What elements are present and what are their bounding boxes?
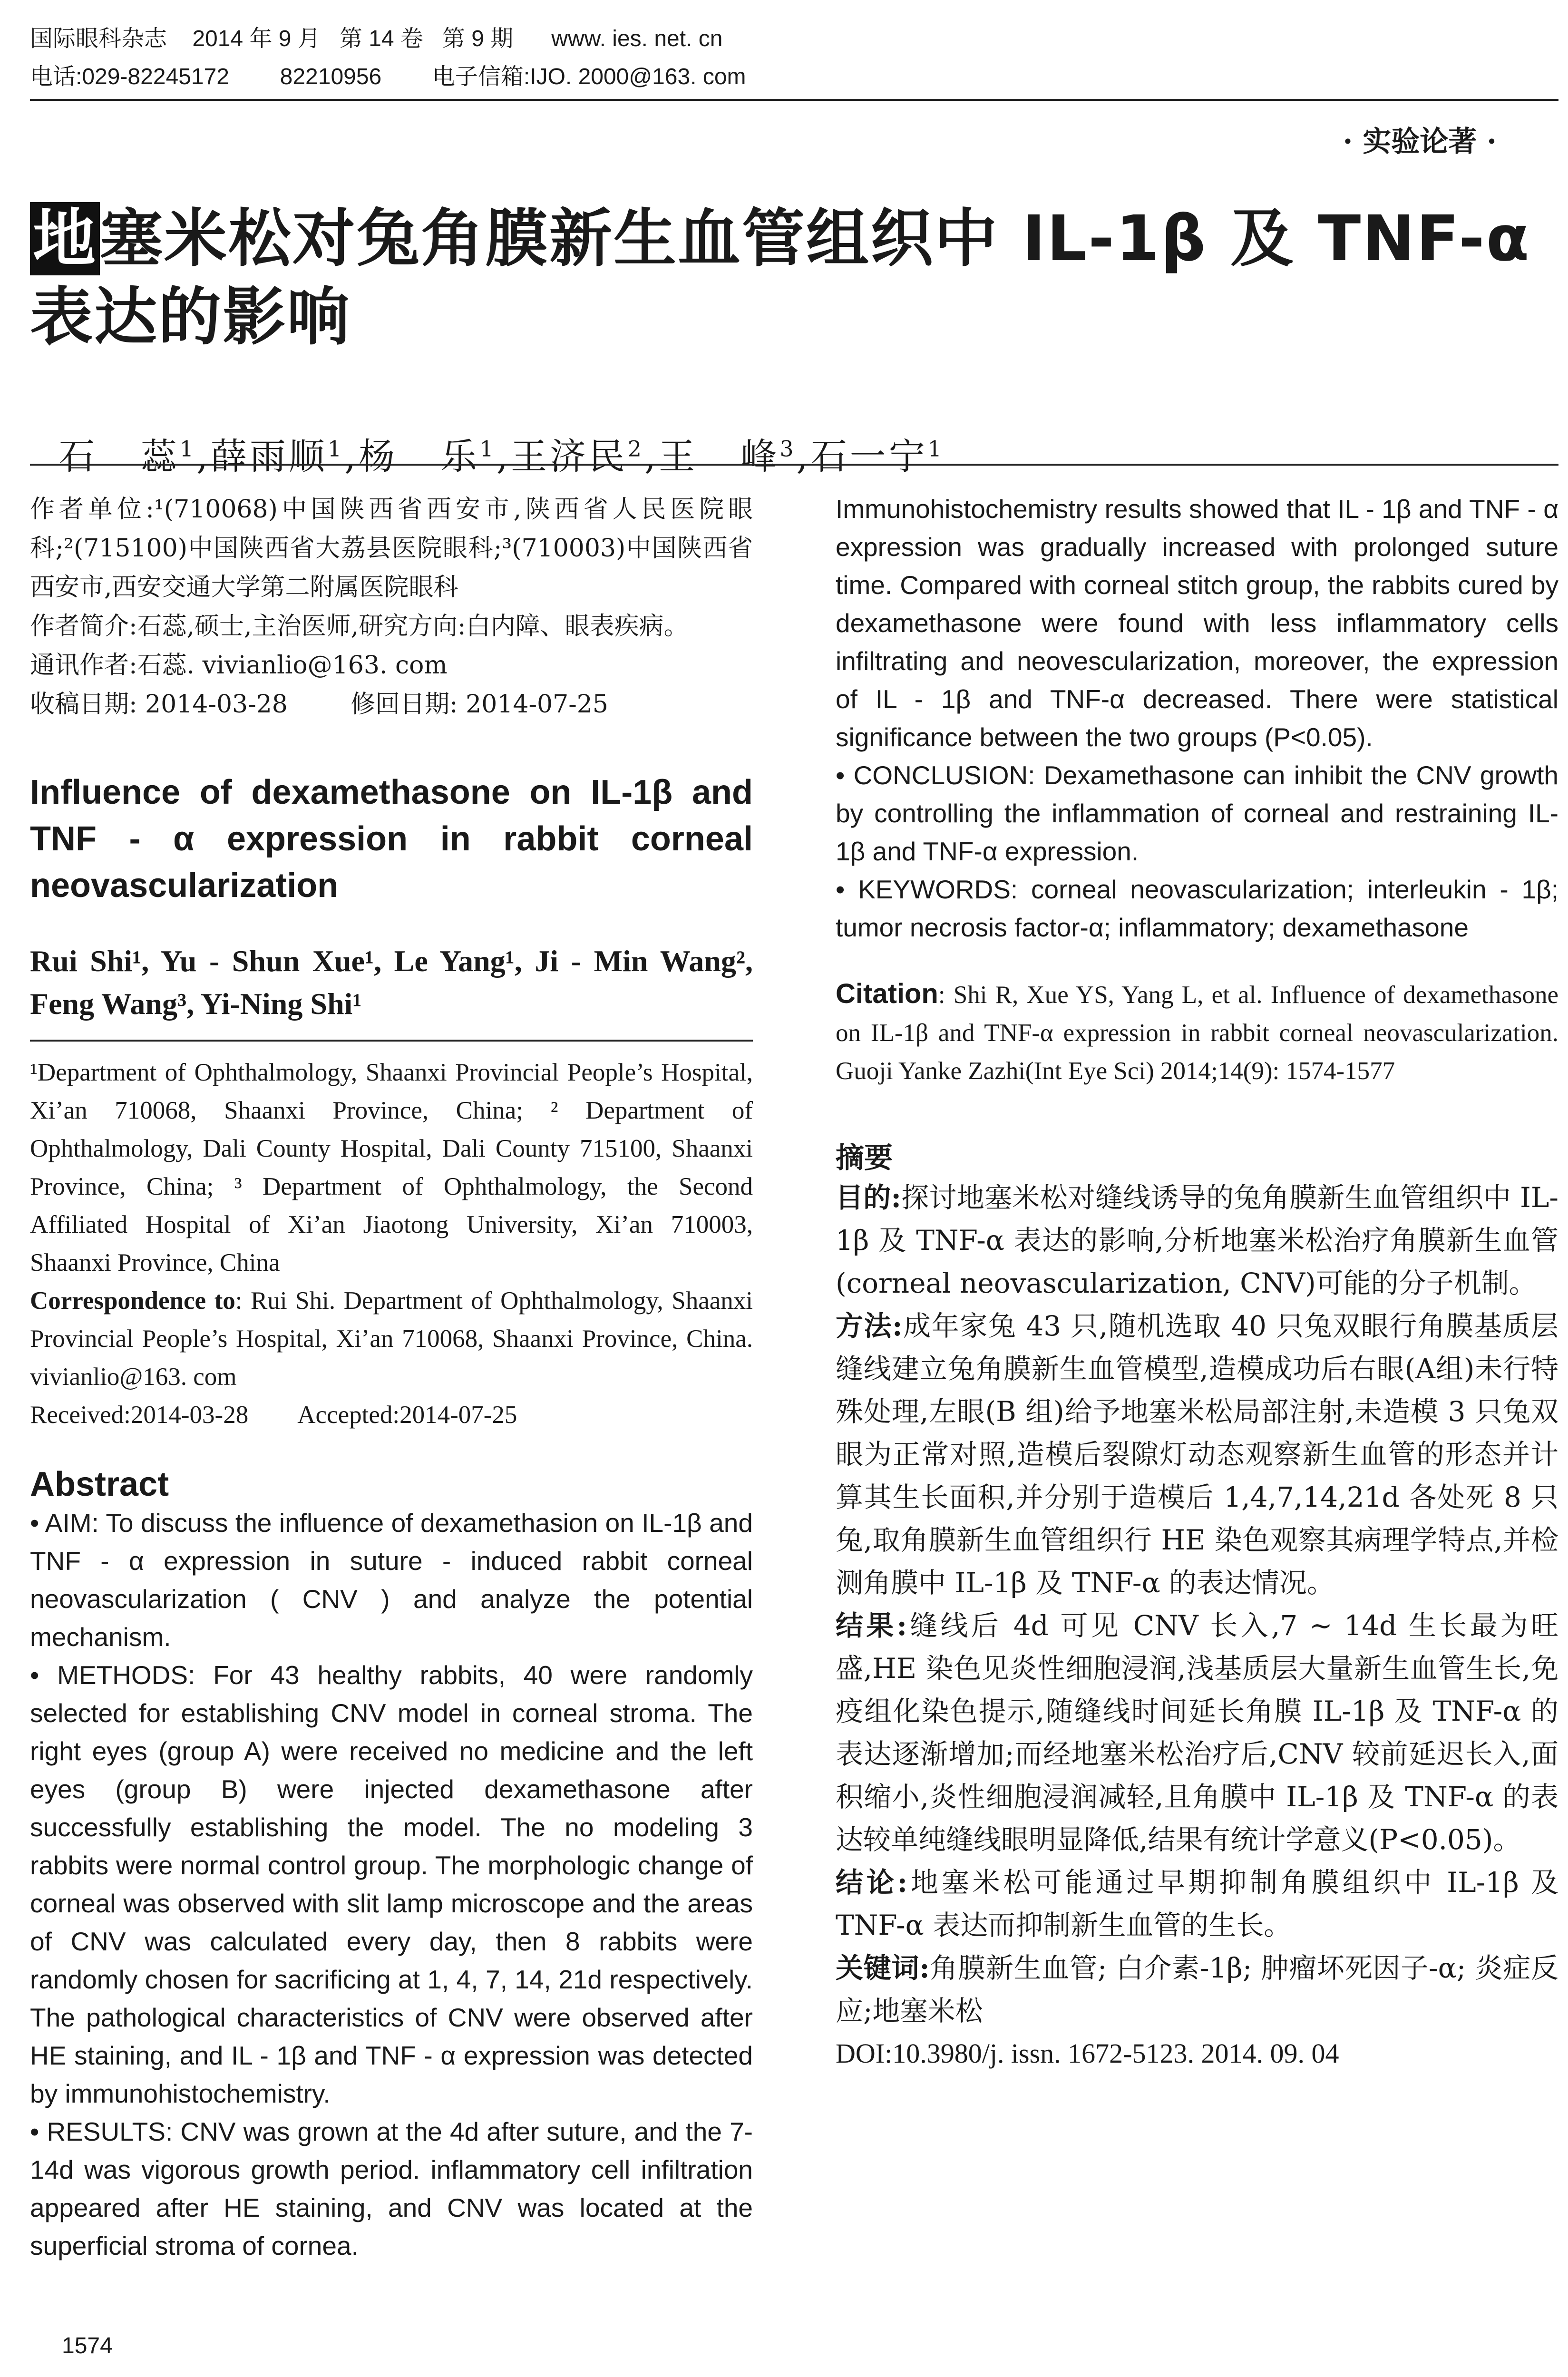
author-cn: 石 蕊 xyxy=(58,435,180,477)
author-sup: 1 xyxy=(179,436,196,462)
right-column xyxy=(836,490,1558,2075)
author-sup: 1 xyxy=(479,436,497,462)
abstract-heading: Abstract xyxy=(30,1465,169,1503)
author-cn: 薛雨顺 xyxy=(211,435,328,477)
journal-header-line2: 电话:029-82245172 82210956 电子信箱:IJO. 2000@163. com xyxy=(30,64,746,89)
cn-abstract-objective xyxy=(836,1176,1558,1305)
citation xyxy=(836,975,1558,1090)
conclusion-text: 地塞米松可能通过早期抑制角膜组织中 IL-1β 及 TNF-α 表达而抑制新生血管的生长。 xyxy=(836,1866,1558,1941)
citation-label: Citation xyxy=(836,978,938,1009)
affiliation-cn: 作者单位:¹(710068)中国陕西省西安市,陕西省人民医院眼科;²(715100)中国陕西省大荔县医院眼科;³(710003)中国陕西省西安市,西安交通大学第二附属医院眼科 xyxy=(30,495,753,602)
cn-abstract-conclusion xyxy=(836,1861,1558,1947)
abstract-aim: • AIM: To discuss the influence of dexamethasion on IL-1β and TNF - α expression in suture - induced rabbit corneal neovascularization ( CNV ) and analyze the potential mechanism. xyxy=(30,1508,753,1652)
left-column xyxy=(30,490,753,2265)
cn-abstract-heading: 摘要 xyxy=(836,1141,893,1175)
correspondence-cn: 通讯作者:石蕊. vivianlio@163. com xyxy=(30,651,448,680)
citation-text: : Shi R, Xue YS, Yang L, et al. Influence of dexamethasone on IL-1β and TNF-α expression in rabbit corneal neovascularization. Guoji Yanke Zazhi(Int Eye Sci) 2014;14(9): 1574-1577 xyxy=(836,981,1558,1085)
abstract-keywords: • KEYWORDS: corneal neovascularization; interleukin - 1β; tumor necrosis factor-α; inflammatory; dexamethasone xyxy=(836,875,1558,942)
english-authors: Rui Shi¹, Yu - Shun Xue¹, Le Yang¹, Ji - Min Wang², Feng Wang³, Yi-Ning Shi¹ xyxy=(30,944,753,1021)
cn-abstract-methods xyxy=(836,1305,1558,1604)
abstract-results: • RESULTS: CNV was grown at the 4d after suture, and the 7-14d was vigorous growth period. inflammatory cell infiltration appeared after HE staining, and CNV was located at the superficial stroma of cornea. xyxy=(30,2117,753,2260)
author-cn: 王济民 xyxy=(510,435,628,477)
methods-label: 方法: xyxy=(836,1310,903,1342)
author-sup: 2 xyxy=(627,436,644,462)
results-text: 缝线后 4d 可见 CNV 长入,7 ~ 14d 生长最为旺盛,HE 染色见炎性细胞浸润,浅基质层大量新生血管生长,免疫组化染色提示,随缝线时间延长角膜 IL-1β 及 TNF-α 的表达逐渐增加;而经地塞米松治疗后,CNV 较前延迟长入,面积缩小,炎性细胞浸润减轻,且角膜中 IL-1β 及 TNF-α 的表达较单纯缝线眼明显降低,结果有统计学意义(P<0.05)。 xyxy=(836,1609,1558,1856)
section-label: · 实验论著 · xyxy=(1343,125,1497,158)
page-number: 1574 xyxy=(62,2333,113,2358)
keywords-label: 关键词: xyxy=(836,1952,930,1984)
objective-label: 目的: xyxy=(836,1181,901,1214)
author-sup: 1 xyxy=(328,436,345,462)
title-first-char: 地 xyxy=(30,202,100,275)
methods-text: 成年家兔 43 只,随机选取 40 只兔双眼行角膜基质层缝线建立兔角膜新生血管模型,造模成功后右眼(A组)未行特殊处理,左眼(B 组)给予地塞米松局部注射,未造模 3 只兔双眼为正常对照,造模后裂隙灯动态观察新生血管的形态并计算其生长面积,并分别于造模后 1,4,7,14,21d 各处死 8 只兔,取角膜新生血管组织行 HE 染色观察其病理学特点,并检测角膜中 IL-1β 及 TNF-α 的表达情况。 xyxy=(836,1310,1558,1599)
cn-abstract-keywords xyxy=(836,1947,1558,2032)
journal-header-line1: 国际眼科杂志 2014 年 9 月 第 14 卷 第 9 期 www. ies. net. cn xyxy=(30,26,723,51)
authors-cn: 石 蕊$^1$,薛雨顺$^1$,杨 乐$^1$,王济民$^2$,王 峰$^3$,石一宁$^1$ xyxy=(58,435,945,477)
authors-divider xyxy=(30,464,1558,466)
conclusion-label: 结论: xyxy=(836,1866,908,1899)
dates-cn: 收稿日期: 2014-03-28 修回日期: 2014-07-25 xyxy=(30,690,608,719)
objective-text: 探讨地塞米松对缝线诱导的兔角膜新生血管组织中 IL-1β 及 TNF-α 表达的影响,分析地塞米松治疗角膜新生血管(corneal neovascularization, CNV)可能的分子机制。 xyxy=(836,1181,1558,1299)
keywords-text: 角膜新生血管; 白介素-1β; 肿瘤坏死因子-α; 炎症反应;地塞米松 xyxy=(836,1952,1558,2027)
article-title xyxy=(30,200,1558,357)
english-affiliation: ¹Department of Ophthalmology, Shaanxi Provincial People’s Hospital, Xi’an 710068, Shaanxi Province, China; ² Department of Ophthalmology, Dali County Hospital, Dali County 715100, Shaanxi Province, China; ³ Department of Ophthalmology, the Second Affiliated Hospital of Xi’an Jiaotong University, Xi’an 710003, Shaanxi Province, China xyxy=(30,1059,753,1276)
doi: DOI:10.3980/j. issn. 1672-5123. 2014. 09. 04 xyxy=(836,2038,1339,2069)
english-correspondence xyxy=(30,1282,753,1396)
author-cn: 石一宁 xyxy=(810,435,928,477)
author-sup: 1 xyxy=(927,436,945,462)
english-title: Influence of dexamethasone on IL-1β and TNF - α expression in rabbit corneal neovascularization xyxy=(30,773,753,905)
author-sup: 3 xyxy=(779,436,797,462)
author-cn: 王 峰 xyxy=(659,435,780,477)
author-intro-cn: 作者简介:石蕊,硕士,主治医师,研究方向:白内障、眼表疾病。 xyxy=(30,612,689,641)
correspondence-label: Correspondence to xyxy=(30,1287,235,1315)
abstract-results-continued: Immunohistochemistry results showed that IL - 1β and TNF - α expression was gradually increased with prolonged suture time. Compared with corneal stitch group, the rabbits cured by dexamethasone were found with less inflammatory cells infiltrating and neovescularization, moreover, the expression of IL - 1β and TNF-α decreased. There were statistical significance between the two groups (P<0.05). xyxy=(836,494,1558,752)
cn-abstract-results xyxy=(836,1604,1558,1861)
correspondence-text: : Rui Shi. Department of Ophthalmology, Shaanxi Provincial People’s Hospital, Xi’an 710068, Shaanxi Province, China. vivianlio@163. com xyxy=(30,1287,753,1391)
header-divider xyxy=(30,99,1558,101)
abstract-methods: • METHODS: For 43 healthy rabbits, 40 were randomly selected for establishing CNV model in corneal stroma. The right eyes (group A) were received no medicine and the left eyes (group B) were injected dexamethasone after successfully establishing the model. The no modeling 3 rabbits were normal control group. The morphologic change of corneal was observed with slit lamp microscope and the areas of CNV was calculated every day, then 8 rabbits were randomly chosen for sacrificing at 1, 4, 7, 14, 21d respectively. The pathological characteristics of CNV were observed after HE staining, and IL - 1β and TNF - α expression was detected by immunohistochemistry. xyxy=(30,1660,753,2108)
results-label: 结果: xyxy=(836,1609,907,1642)
affil-divider xyxy=(30,1040,753,1042)
abstract-conclusion: • CONCLUSION: Dexamethasone can inhibit the CNV growth by controlling the inflammation of corneal and restraining IL-1β and TNF-α expression. xyxy=(836,760,1558,866)
title-rest: 塞米松对兔角膜新生血管组织中 IL-1β 及 TNF-α 表达的影响 xyxy=(30,202,1531,354)
author-cn: 杨 乐 xyxy=(359,435,480,477)
received-accepted: Received:2014-03-28 Accepted:2014-07-25 xyxy=(30,1401,517,1429)
